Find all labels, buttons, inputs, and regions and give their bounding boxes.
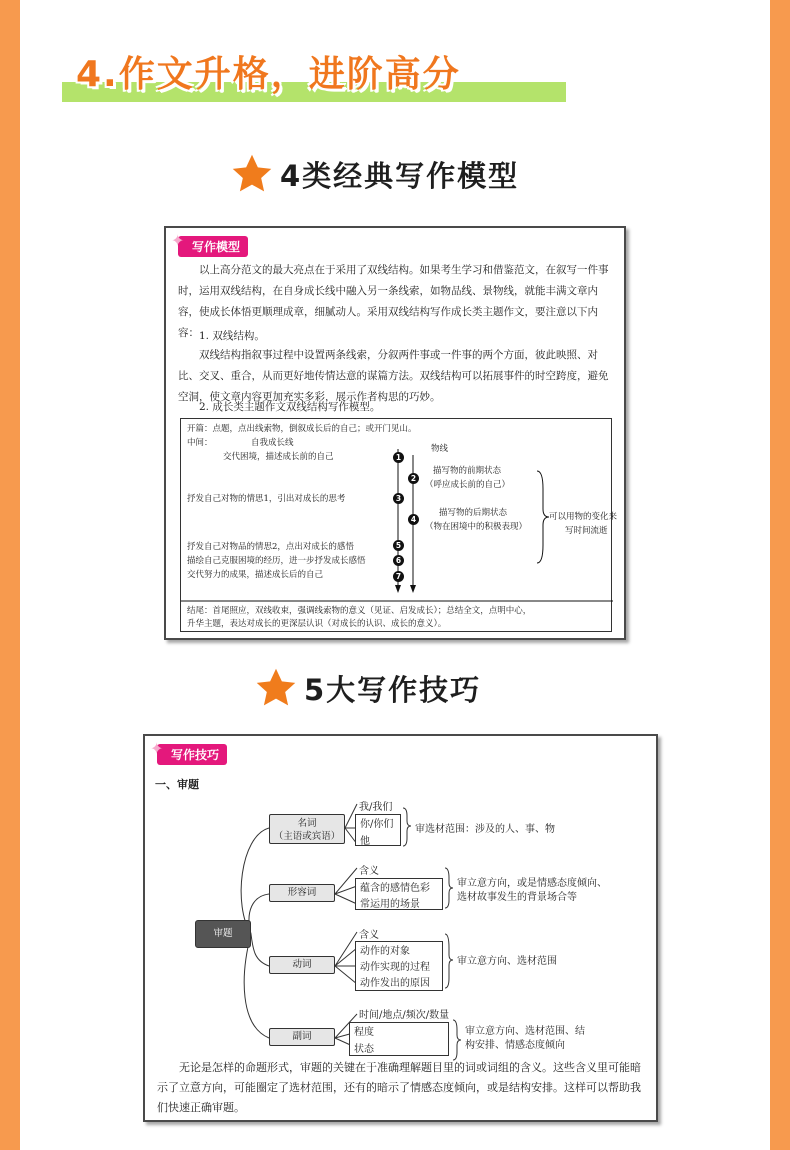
diagram-end-b: 升华主题，表达对成长的更深层认识（对成长的认识、成长的意义）。	[187, 619, 447, 629]
subhead-shenti: 一、审题	[155, 778, 199, 791]
noun-note: 审选材范围：涉及的人、事、物	[415, 824, 555, 835]
adjective-item-3: 常运用的场景	[360, 899, 420, 910]
left-step-5: 抒发自己对物品的情思2，点出对成长的感悟	[187, 542, 354, 552]
intro-paragraph: 以上高分范文的最大亮点在于采用了双线结构。如果考生学习和借鉴范文，在叙写一件事时，运用双线结构，在自身成长线中融入另一条线索，如物品线、景物线，就能丰满文章内容，使成长体悟更顺理成章，细腻动人。采用双线结构写作成长类主题作文，要注意以下内容：	[178, 264, 609, 339]
step-3-marker: 3	[393, 493, 404, 504]
verb-item-3: 动作实现的过程	[360, 962, 430, 973]
mindmap-center-node: 审题	[195, 920, 251, 948]
adverb-note-a: 审立意方向、选材范围、结	[465, 1026, 585, 1037]
left-step-3: 抒发自己对物的情思1，引出对成长的思考	[187, 494, 346, 504]
branch-noun-sublabel: （主语或宾语）	[273, 831, 341, 842]
noun-item-3: 他	[360, 836, 370, 847]
star-icon	[254, 666, 298, 710]
double-line-diagram	[180, 418, 618, 632]
brace-note-a: 可以用物的变化来	[549, 512, 618, 522]
noun-item-2: 你/你们	[360, 819, 394, 830]
shenti-paragraph: 无论是怎样的命题形式，审题的关键在于准确理解题目里的词或词组的含义。这些含义里可能暗示了立意方向，可能圈定了选材范围，还有的暗示了情感态度倾向，或是结构安排。这样可以帮助我们快速正确审题。	[157, 1061, 641, 1114]
branch-adjective-node: 形容词	[269, 884, 335, 902]
self-growth-line-label: 自我成长线	[251, 438, 294, 448]
step-2-marker: 2	[408, 473, 419, 484]
star-icon	[230, 152, 274, 196]
left-step-7: 交代努力的成果，描述成长后的自己	[187, 570, 324, 580]
adjective-note-b: 选材故事发生的背景场合等	[457, 892, 577, 903]
step-6-marker: 6	[393, 555, 404, 566]
point1-title: 1. 双线结构。	[199, 330, 265, 342]
right-step-2a: 描写物的前期状态	[433, 466, 502, 476]
step-4-marker: 4	[408, 514, 419, 525]
verb-item-2: 动作的对象	[360, 946, 410, 957]
verb-item-1: 含义	[359, 930, 379, 941]
adverb-item-1: 时间/地点/频次/数量	[359, 1010, 450, 1021]
section1-title-text: 4类经典写作模型	[280, 158, 520, 193]
point1-body: 双线结构指叙事过程中设置两条线索，分叙两件事或一件事的两个方面，彼此映照、对比、交叉、重合，从而更好地传情达意的谋篇方法。双线结构可以拓展事件的时空跨度，避免空洞，使文章内容更加充实多彩，展示作者构思的巧妙。	[178, 349, 609, 403]
adverb-item-3: 状态	[354, 1044, 374, 1055]
section1-title	[230, 152, 519, 196]
step-5-marker: 5	[393, 540, 404, 551]
branch-adverb-node: 副词	[269, 1028, 335, 1046]
branch-noun-label: 名词	[297, 818, 317, 829]
section2-title	[254, 666, 481, 710]
heading-title: 4.作文升格，进阶高分	[76, 54, 461, 95]
object-line-label: 物线	[431, 444, 449, 454]
branch-verb-node: 动词	[269, 956, 335, 974]
diagram-middle-label: 中间：	[187, 438, 213, 448]
adverb-note-b: 构安排、情感态度倾向	[465, 1040, 565, 1051]
step-1-marker: 1	[393, 452, 404, 463]
step-7-marker: 7	[393, 571, 404, 582]
diagram-start: 开篇：点题，点出线索物，倒叙成长后的自己；或开门见山。	[187, 424, 417, 434]
verb-note: 审立意方向、选材范围	[457, 956, 557, 967]
right-step-4b: （物在困境中的积极表现）	[425, 522, 528, 532]
left-step-6: 描绘自己克服困境的经历，进一步抒发成长感悟	[187, 556, 366, 566]
diagram-end-a: 结尾：首尾照应，双线收束，强调线索物的意义（见证、启发成长）；总结全文，点明中心，	[187, 606, 532, 616]
right-step-2b: （呼应成长前的自己）	[425, 480, 511, 490]
adjective-note-a: 审立意方向，或是情感态度倾向、	[457, 878, 607, 889]
brace-note-b: 写时间流逝	[565, 526, 608, 536]
adjective-item-1: 含义	[359, 866, 379, 877]
section-heading	[62, 44, 566, 102]
right-border-stripe	[770, 0, 790, 1150]
branch-noun-node	[269, 814, 345, 844]
section2-title-text: 5大写作技巧	[304, 672, 482, 707]
writing-model-tag: ✦ 写作模型	[178, 236, 248, 257]
right-step-4a: 描写物的后期状态	[439, 508, 508, 518]
left-step-1: 交代困境，描述成长前的自己	[223, 452, 334, 462]
writing-skills-panel	[143, 734, 658, 1122]
verb-item-4: 动作发出的原因	[360, 978, 430, 989]
writing-model-panel	[164, 226, 626, 640]
noun-item-1: 我/我们	[359, 802, 393, 813]
left-border-stripe	[0, 0, 20, 1150]
adverb-item-2: 程度	[354, 1027, 374, 1038]
writing-skills-tag: ✦ 写作技巧	[157, 744, 227, 765]
point2-title: 2. 成长类主题作文双线结构写作模型。	[199, 401, 381, 413]
adjective-item-2: 蕴含的感情色彩	[360, 883, 430, 894]
